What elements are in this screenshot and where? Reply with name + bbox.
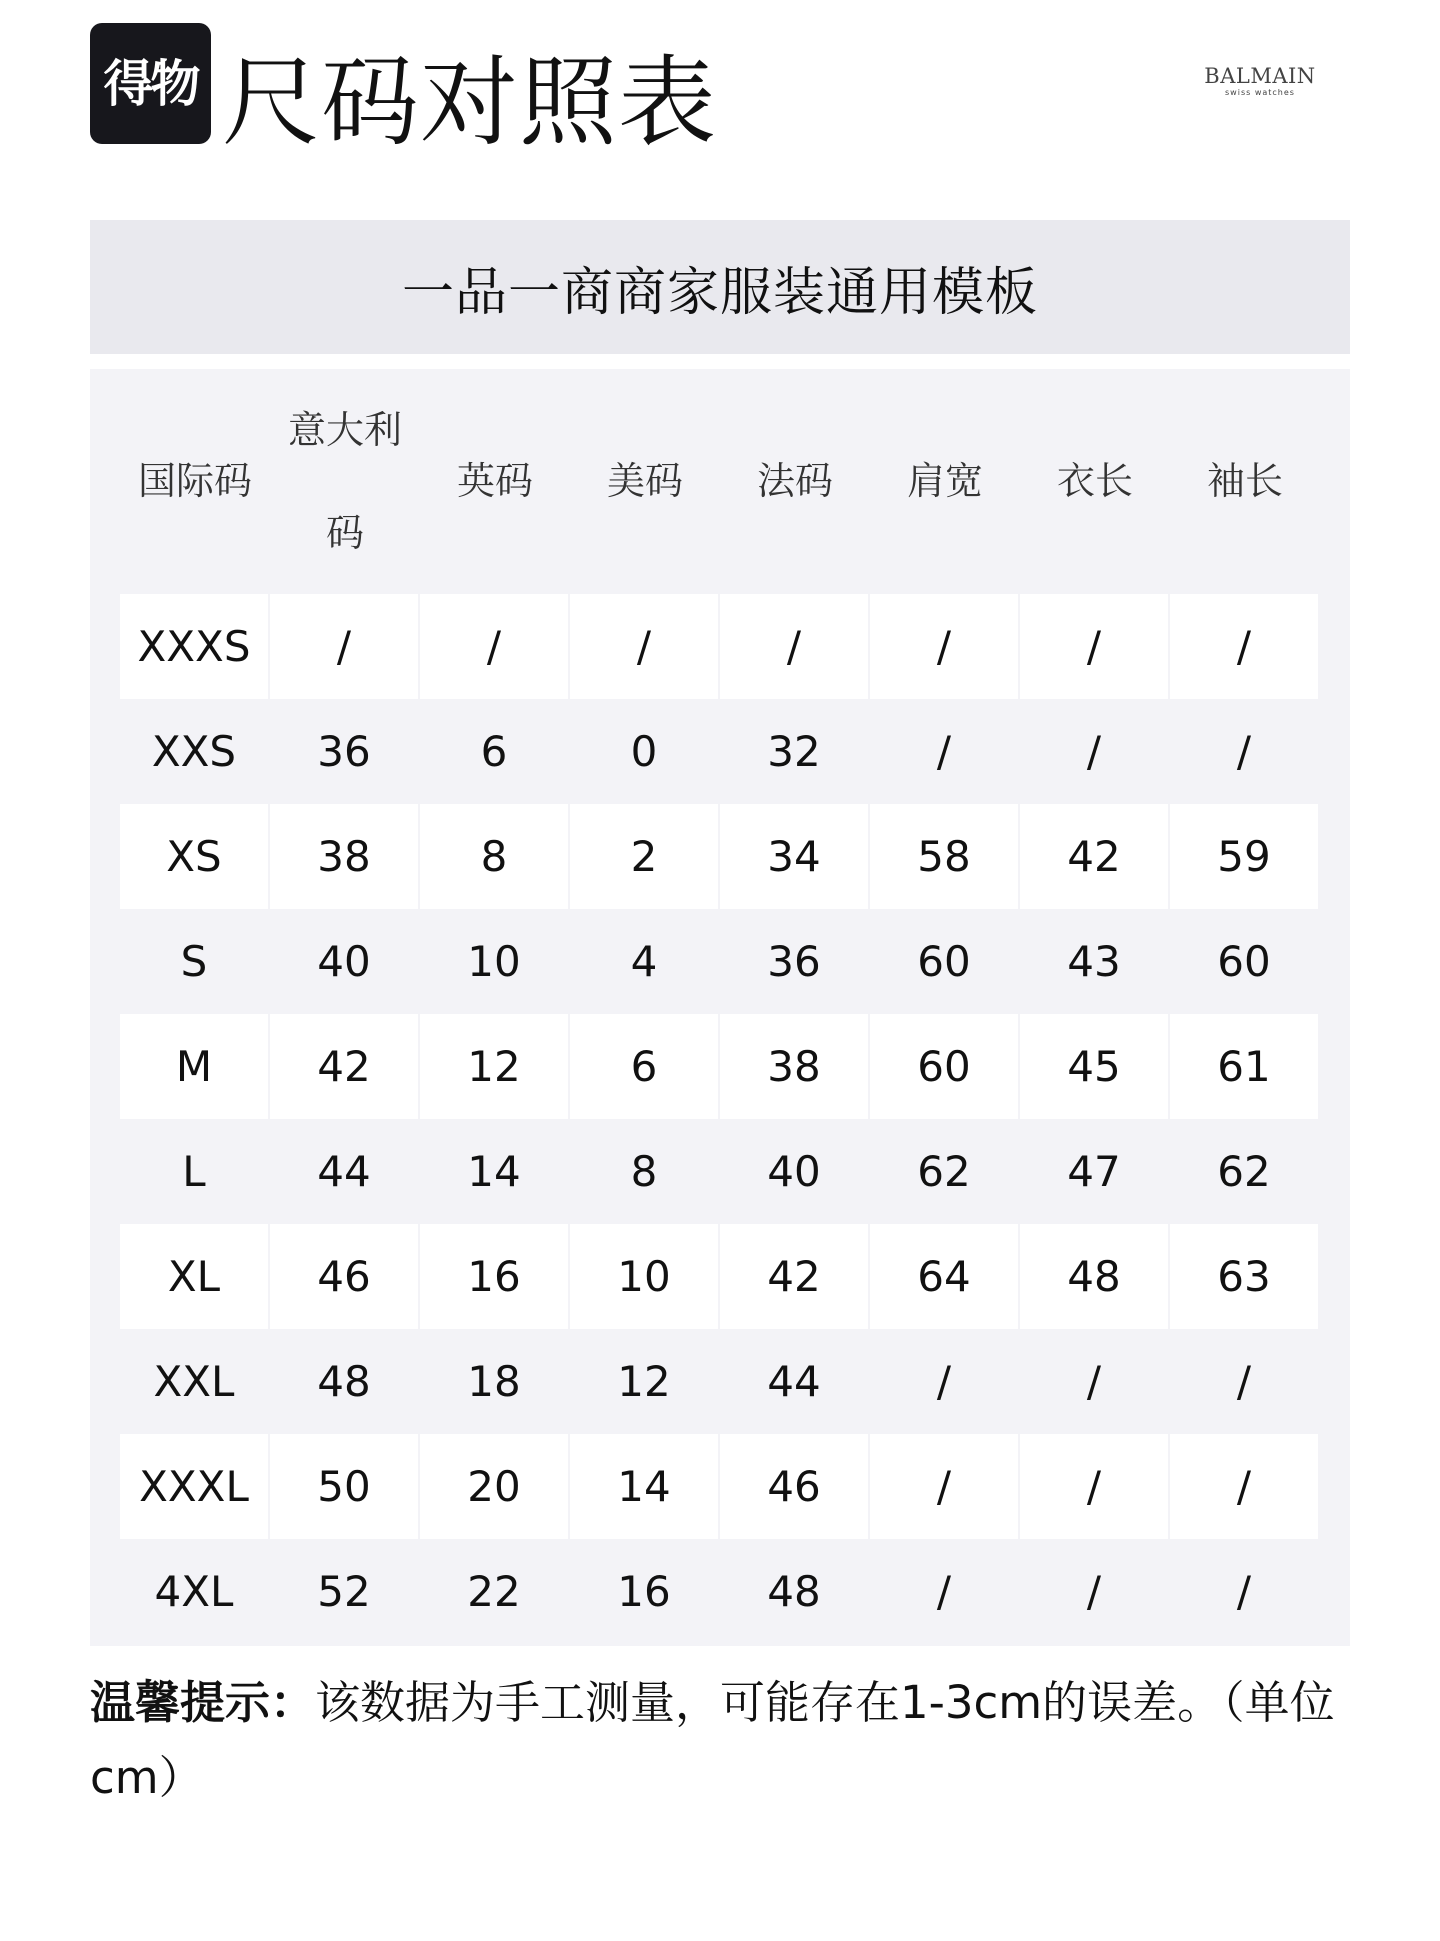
table-cell: / <box>1020 594 1168 699</box>
table-cell: 43 <box>1067 937 1121 986</box>
table-cell: / <box>1170 1434 1318 1539</box>
size-label-cell: XXS <box>151 727 237 776</box>
size-label-cell: S <box>180 937 208 986</box>
table-cell: 63 <box>1170 1224 1318 1329</box>
table-row <box>120 1434 1320 1539</box>
table-cell: 48 <box>317 1357 371 1406</box>
table-cell: 2 <box>570 804 718 909</box>
table-cell: 36 <box>767 937 821 986</box>
table-cell: 14 <box>467 1147 521 1196</box>
table-cell: 46 <box>720 1434 868 1539</box>
table-cell: 4 <box>630 937 658 986</box>
table-cell: 60 <box>1217 937 1271 986</box>
table-cell: / <box>1236 1357 1252 1406</box>
table-cell: 12 <box>617 1357 671 1406</box>
table-cell: 62 <box>917 1147 971 1196</box>
app-logo <box>90 23 211 144</box>
table-cell: 60 <box>870 1014 1018 1119</box>
table-cell: 46 <box>270 1224 418 1329</box>
column-header: 袖长 <box>1206 459 1283 503</box>
table-cell: / <box>1020 1434 1168 1539</box>
column-header: 意大利码 <box>287 407 402 555</box>
table-cell: 62 <box>1217 1147 1271 1196</box>
note-text: 该数据为手工测量，可能存在1-3cm的误差。（单位cm） <box>90 1676 1335 1804</box>
note-label: 温馨提示： <box>90 1676 316 1729</box>
table-body <box>120 594 1320 1644</box>
table-cell: 12 <box>420 1014 568 1119</box>
page-title: 尺码对照表 <box>222 46 718 160</box>
column-header: 美码 <box>606 459 683 503</box>
size-label-cell: M <box>120 1014 268 1119</box>
table-cell: / <box>570 594 718 699</box>
table-cell: 16 <box>420 1224 568 1329</box>
table-header-row <box>120 369 1320 594</box>
table-cell: / <box>720 594 868 699</box>
table-cell: 48 <box>767 1567 821 1616</box>
column-header: 法码 <box>756 459 833 503</box>
table-row <box>120 1539 1320 1644</box>
table-cell: 36 <box>317 727 371 776</box>
table-cell: 38 <box>270 804 418 909</box>
size-label-cell: XXL <box>153 1357 235 1406</box>
table-row <box>120 1329 1320 1434</box>
brand-subtitle: swiss watches <box>1225 88 1295 97</box>
table-row <box>120 909 1320 1014</box>
size-label-cell: 4XL <box>154 1567 234 1616</box>
column-header: 肩宽 <box>906 459 983 503</box>
table-cell: 38 <box>720 1014 868 1119</box>
table-cell: / <box>420 594 568 699</box>
banner-text: 一品一商商家服装通用模板 <box>401 262 1038 323</box>
table-cell: 8 <box>420 804 568 909</box>
table-cell: 32 <box>767 727 821 776</box>
brand-logo <box>1200 66 1320 97</box>
size-label-cell: XXXS <box>120 594 268 699</box>
table-row <box>120 594 1320 699</box>
size-chart-table <box>90 369 1350 1646</box>
app-logo-text: 得物 <box>103 54 198 113</box>
table-cell: 10 <box>570 1224 718 1329</box>
size-label-cell: XL <box>120 1224 268 1329</box>
column-header: 国际码 <box>137 459 252 503</box>
table-cell: / <box>1170 594 1318 699</box>
table-cell: 58 <box>870 804 1018 909</box>
table-cell: 20 <box>420 1434 568 1539</box>
table-cell: 59 <box>1170 804 1318 909</box>
table-cell: 61 <box>1170 1014 1318 1119</box>
table-cell: / <box>1236 1567 1252 1616</box>
table-cell: 34 <box>720 804 868 909</box>
column-header: 衣长 <box>1056 459 1133 503</box>
table-cell: 45 <box>1020 1014 1168 1119</box>
table-cell: 10 <box>467 937 521 986</box>
table-cell: 22 <box>467 1567 521 1616</box>
table-cell: 50 <box>270 1434 418 1539</box>
table-cell: / <box>1086 1567 1102 1616</box>
table-cell: 0 <box>630 727 658 776</box>
table-row <box>120 1224 1320 1329</box>
table-cell: / <box>870 1434 1018 1539</box>
table-row <box>120 804 1320 909</box>
table-cell: / <box>1236 727 1252 776</box>
size-label-cell: XS <box>120 804 268 909</box>
size-label-cell: XXXL <box>120 1434 268 1539</box>
column-header: 英码 <box>456 459 533 503</box>
size-label-cell: L <box>182 1147 206 1196</box>
table-cell: / <box>936 727 952 776</box>
template-banner <box>90 220 1350 354</box>
table-cell: 64 <box>870 1224 1018 1329</box>
table-cell: / <box>936 1567 952 1616</box>
table-cell: 8 <box>630 1147 658 1196</box>
table-cell: / <box>1086 727 1102 776</box>
table-row <box>120 1119 1320 1224</box>
table-cell: 44 <box>767 1357 821 1406</box>
table-cell: / <box>270 594 418 699</box>
table-row <box>120 699 1320 804</box>
table-cell: 42 <box>270 1014 418 1119</box>
table-cell: / <box>870 594 1018 699</box>
table-cell: 47 <box>1067 1147 1121 1196</box>
table-cell: 40 <box>317 937 371 986</box>
table-cell: 60 <box>917 937 971 986</box>
table-cell: 48 <box>1020 1224 1168 1329</box>
measurement-note <box>90 1665 1350 1815</box>
table-cell: 14 <box>570 1434 718 1539</box>
table-cell: 6 <box>480 727 508 776</box>
table-cell: 18 <box>467 1357 521 1406</box>
table-cell: 44 <box>317 1147 371 1196</box>
table-cell: 42 <box>720 1224 868 1329</box>
brand-name: BALMAIN <box>1204 64 1316 88</box>
table-cell: 40 <box>767 1147 821 1196</box>
table-cell: 16 <box>617 1567 671 1616</box>
table-cell: 42 <box>1020 804 1168 909</box>
table-cell: / <box>936 1357 952 1406</box>
table-cell: / <box>1086 1357 1102 1406</box>
table-cell: 6 <box>570 1014 718 1119</box>
table-row <box>120 1014 1320 1119</box>
table-cell: 52 <box>317 1567 371 1616</box>
